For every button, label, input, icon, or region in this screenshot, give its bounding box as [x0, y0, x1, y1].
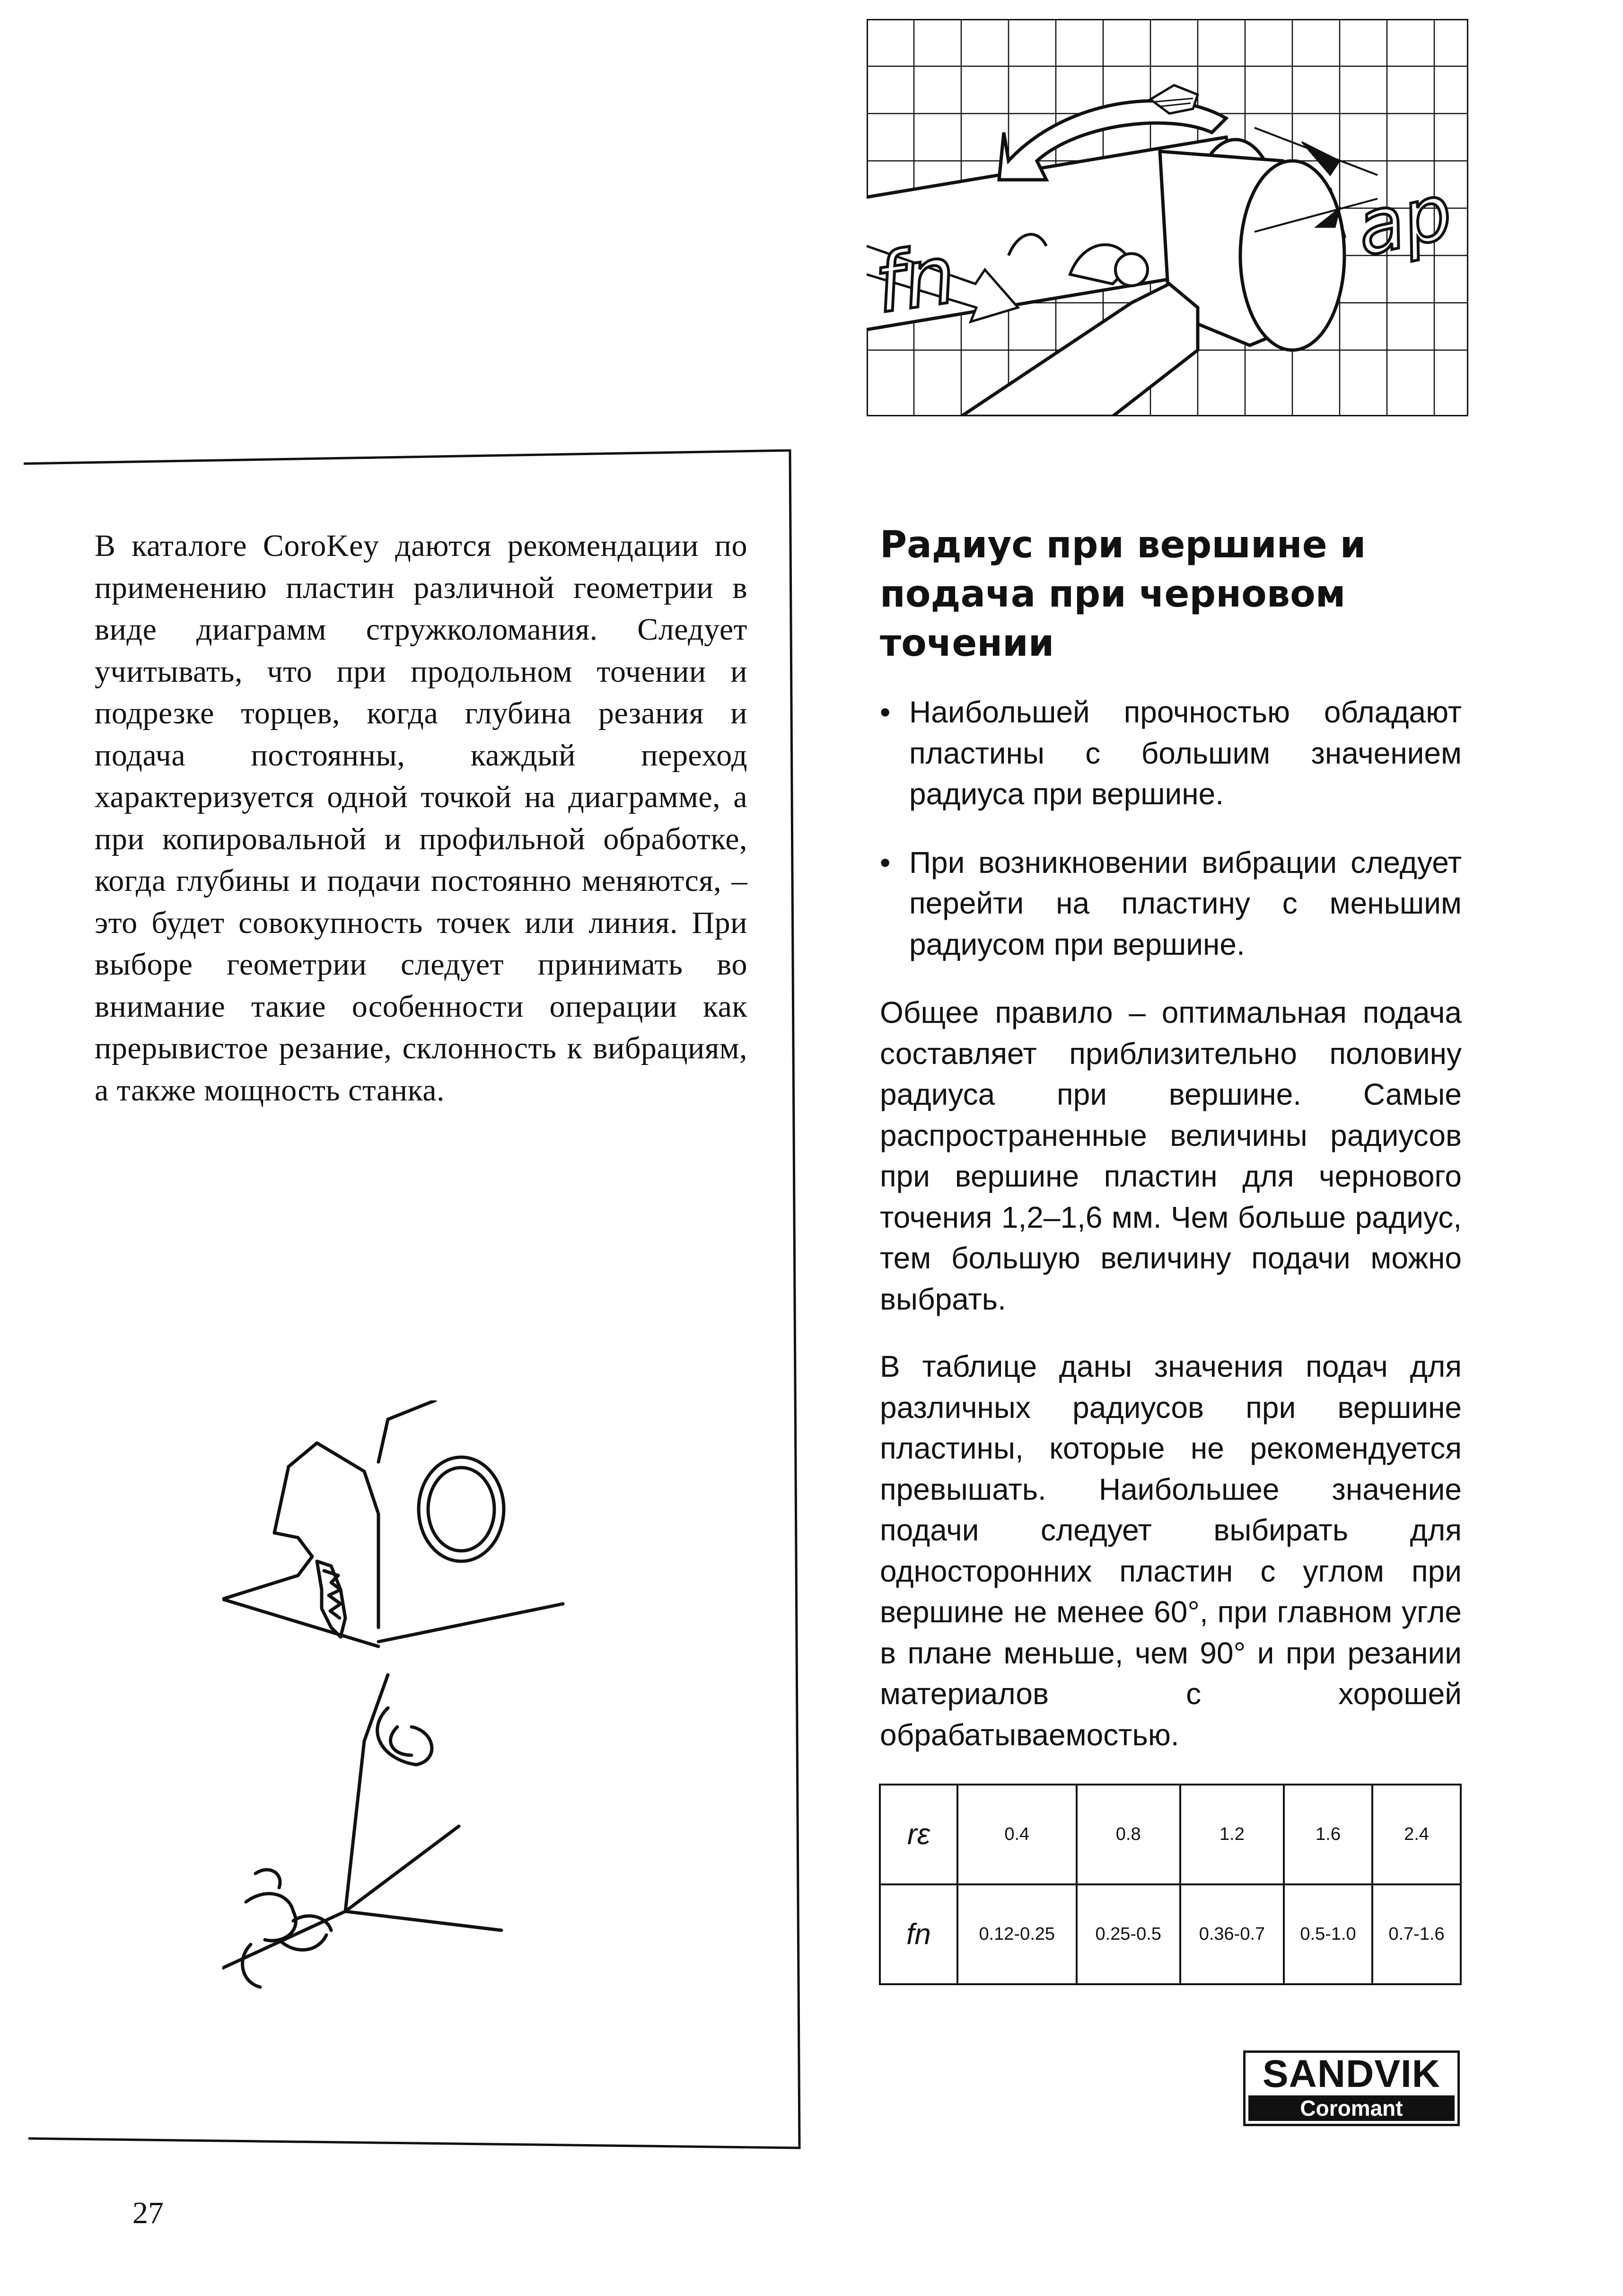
bullet-list [880, 692, 1462, 965]
bullet-text: Наибольшей прочностью обладают пластины с большим значением радиуса при вершине. [909, 695, 1462, 811]
bullet-dot-icon: • [880, 845, 891, 880]
table-cell: 0.8 [1077, 1785, 1180, 1884]
page-number: 27 [132, 2196, 164, 2230]
table-cell: 0.7-1.6 [1372, 1884, 1461, 1984]
turning-illustration [867, 19, 1468, 416]
rule-paragraph: Общее правило – оптимальная подача составляет приблизительно половину радиуса при вершине. Самые распространенные величины радиусов при вершине пластин для чернового точения 1,2–1,6 мм. Чем больше радиус, тем большую величину подачи можно выбрать. [880, 995, 1462, 1316]
left-paragraph: В каталоге CoroKey даются рекомендации по применению пластин различной геометрии в виде диаграмм стружколомания. Следует учитывать, что при продольном точении и подрезке торцев, когда глубина резания и подача постоянны, каждый переход характеризуется одной точкой на диаграмме, а при копировальной и профильной обработке, когда глубины и подачи постоянно меняются, – это будет совокупность точек или линия. При выборе геометрии следует принимать во внимание такие особенности операции как прерывистое резание, склонность к вибрациям, а также мощность станка. [95, 528, 747, 1108]
logo-brand: SANDVIK [1262, 2052, 1441, 2095]
bullet-dot-icon: • [880, 695, 891, 729]
table-intro-paragraph: В таблице даны значения подач для различных радиусов при вершине пластины, которые не рекомендуется превышать. Наибольшее значение подачи следует выбирать для односторонних пластин с углом при вершине не менее 60°, при главном угле в плане меньше, чем 90° и при резании материалов с хорошей обрабатываемостью. [880, 1349, 1462, 1752]
radius-row-header: rε [880, 1785, 957, 1884]
bullet-item [880, 842, 1462, 965]
depth-label: ap [1349, 167, 1460, 273]
table-cell: 0.4 [957, 1785, 1077, 1884]
table-cell: 2.4 [1372, 1785, 1461, 1884]
right-column [880, 520, 1462, 1782]
table-cell: 1.6 [1284, 1785, 1372, 1884]
feed-row-header: fn [880, 1884, 957, 1984]
table-row [880, 1785, 1461, 1884]
sandvik-logo [1243, 2050, 1460, 2126]
table-row [880, 1884, 1461, 1984]
section-heading: Радиус при вершине и подача при черновом точении [880, 524, 1366, 665]
logo-subbrand: Coromant [1248, 2095, 1455, 2121]
table-cell: 0.5-1.0 [1284, 1884, 1372, 1984]
bullet-item [880, 692, 1462, 815]
bullet-text: При возникновении вибрации следует перейти на пластину с меньшим радиусом при вершине. [909, 845, 1462, 961]
table-cell: 0.36-0.7 [1180, 1884, 1284, 1984]
feed-table [879, 1784, 1462, 1985]
feed-label: fn [869, 228, 961, 332]
chip-breaking-illustration [222, 1400, 667, 1997]
table-cell: 0.25-0.5 [1077, 1884, 1180, 1984]
table-cell: 1.2 [1180, 1785, 1284, 1884]
table-cell: 0.12-0.25 [957, 1884, 1077, 1984]
left-column-text [95, 525, 747, 1111]
